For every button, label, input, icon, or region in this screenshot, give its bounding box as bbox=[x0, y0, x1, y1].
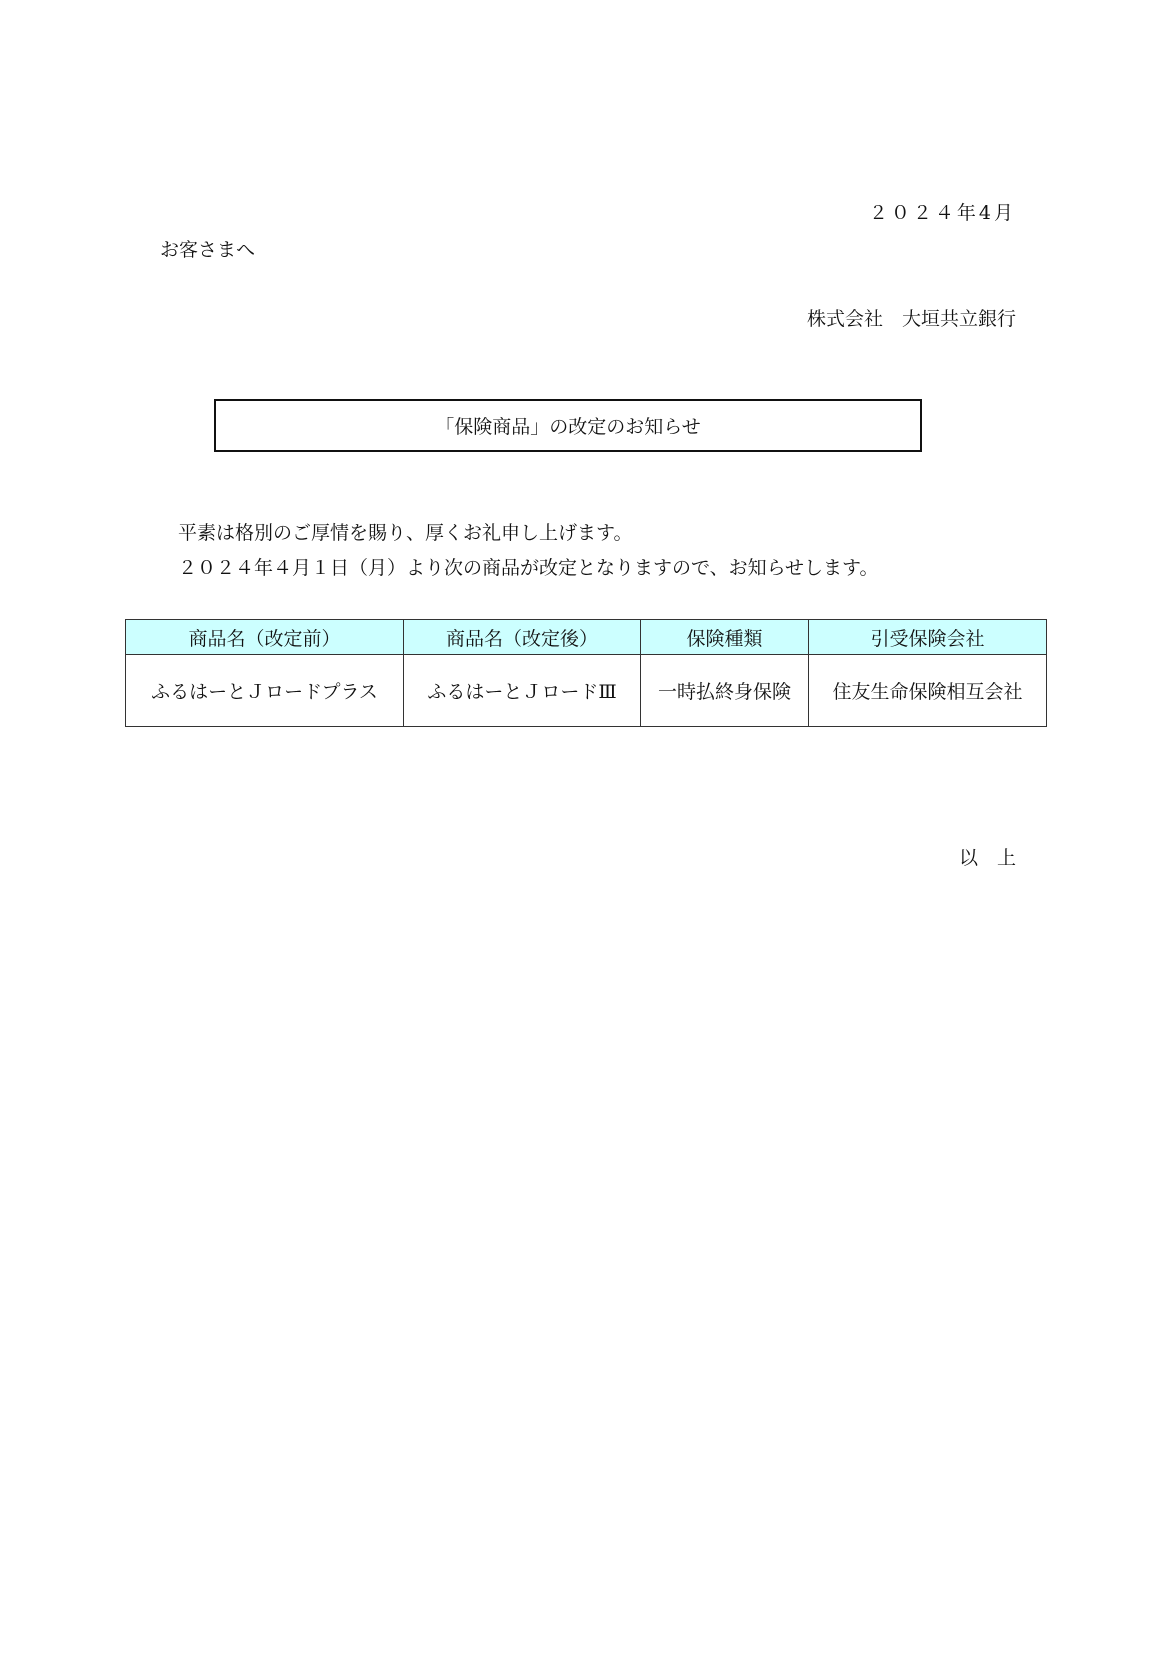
header-insurance-type: 保険種類 bbox=[641, 620, 809, 655]
greeting-text: 平素は格別のご厚情を賜り、厚くお礼申し上げます。 bbox=[178, 522, 633, 544]
cell-product-after: ふるはーとＪロードⅢ bbox=[404, 655, 641, 727]
sender-company: 株式会社 大垣共立銀行 bbox=[806, 308, 1016, 330]
table-row bbox=[126, 655, 1047, 727]
header-product-before: 商品名（改定前） bbox=[126, 620, 404, 655]
title-box bbox=[214, 399, 922, 452]
document-date: ２０２４年4月 bbox=[868, 202, 1016, 224]
announcement-text: ２０２４年４月１日（月）より次の商品が改定となりますので、お知らせします。 bbox=[178, 557, 879, 579]
table-header-row bbox=[126, 620, 1047, 655]
document-title: 「保険商品」の改定のお知らせ bbox=[435, 416, 701, 438]
recipient-salutation: お客さまへ bbox=[160, 239, 256, 261]
cell-insurance-type: 一時払終身保険 bbox=[641, 655, 809, 727]
header-product-after: 商品名（改定後） bbox=[404, 620, 641, 655]
header-underwriter: 引受保険会社 bbox=[809, 620, 1047, 655]
closing-mark: 以 上 bbox=[958, 847, 1016, 869]
cell-underwriter: 住友生命保険相互会社 bbox=[809, 655, 1047, 727]
cell-product-before: ふるはーとＪロードプラス bbox=[126, 655, 404, 727]
product-revision-table bbox=[125, 619, 1047, 727]
